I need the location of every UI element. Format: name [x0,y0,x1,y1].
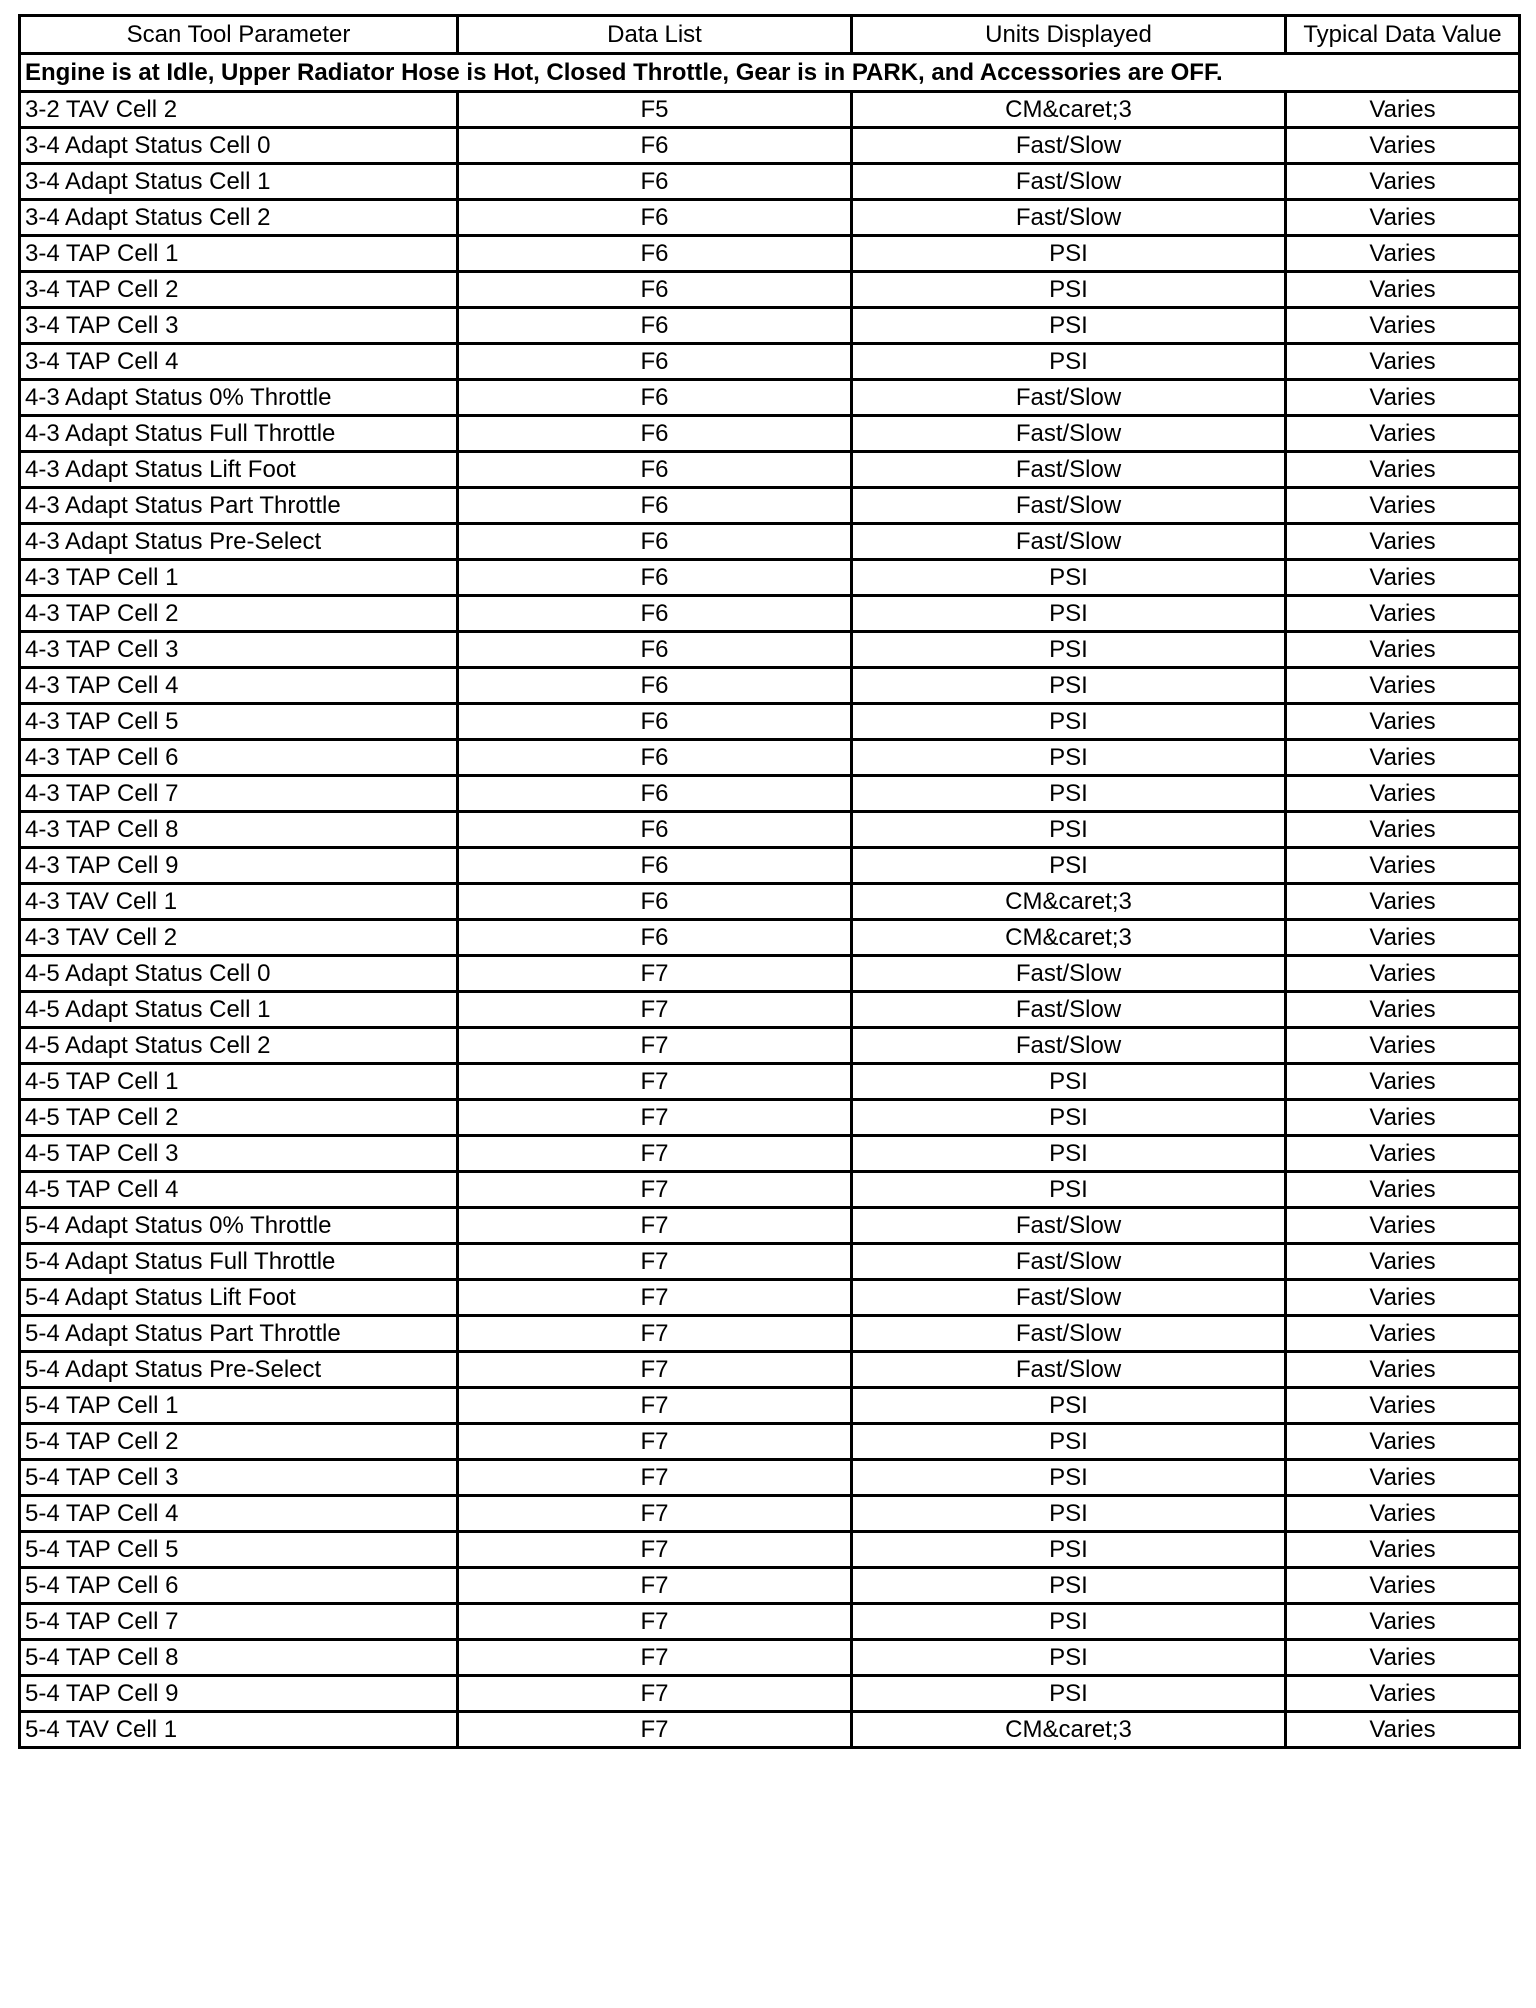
data-list-cell: F7 [458,956,852,992]
table-row [20,596,1520,632]
typical-value-cell: Varies [1286,488,1520,524]
table-row [20,1496,1520,1532]
data-list-cell: F6 [458,776,852,812]
units-cell: Fast/Slow [852,524,1286,560]
data-list-cell: F7 [458,1460,852,1496]
typical-value-cell: Varies [1286,1712,1520,1748]
data-list-cell: F6 [458,560,852,596]
table-row [20,1352,1520,1388]
data-list-cell: F7 [458,1100,852,1136]
table-row [20,848,1520,884]
typical-value-cell: Varies [1286,308,1520,344]
parameter-cell: 3-4 Adapt Status Cell 2 [20,200,458,236]
data-list-cell: F6 [458,740,852,776]
units-cell: Fast/Slow [852,488,1286,524]
typical-value-cell: Varies [1286,1460,1520,1496]
table-row [20,344,1520,380]
units-cell: Fast/Slow [852,1208,1286,1244]
units-cell: Fast/Slow [852,992,1286,1028]
data-list-cell: F6 [458,884,852,920]
header-row [20,16,1520,54]
data-list-cell: F7 [458,1064,852,1100]
units-cell: PSI [852,344,1286,380]
table-row [20,1208,1520,1244]
table-row [20,308,1520,344]
table-row [20,92,1520,128]
parameter-cell: 5-4 TAP Cell 9 [20,1676,458,1712]
data-list-cell: F6 [458,380,852,416]
table-row [20,1244,1520,1280]
parameter-cell: 3-4 Adapt Status Cell 0 [20,128,458,164]
parameter-cell: 5-4 TAP Cell 8 [20,1640,458,1676]
units-cell: PSI [852,1640,1286,1676]
table-row [20,272,1520,308]
typical-value-cell: Varies [1286,1100,1520,1136]
data-list-cell: F7 [458,1712,852,1748]
table-row [20,128,1520,164]
units-cell: CM&caret;3 [852,920,1286,956]
units-cell: PSI [852,308,1286,344]
data-list-cell: F7 [458,1388,852,1424]
table-row [20,992,1520,1028]
parameter-cell: 4-3 TAP Cell 1 [20,560,458,596]
parameter-cell: 5-4 TAP Cell 5 [20,1532,458,1568]
units-cell: PSI [852,236,1286,272]
data-list-cell: F6 [458,632,852,668]
typical-value-cell: Varies [1286,1280,1520,1316]
data-list-cell: F7 [458,1208,852,1244]
table-row [20,1604,1520,1640]
parameter-cell: 4-5 Adapt Status Cell 2 [20,1028,458,1064]
typical-value-cell: Varies [1286,668,1520,704]
typical-value-cell: Varies [1286,1136,1520,1172]
data-list-cell: F7 [458,1028,852,1064]
units-cell: PSI [852,1532,1286,1568]
data-list-cell: F7 [458,1568,852,1604]
table-row [20,776,1520,812]
parameter-cell: 3-4 TAP Cell 2 [20,272,458,308]
data-list-cell: F6 [458,308,852,344]
parameter-cell: 5-4 TAV Cell 1 [20,1712,458,1748]
parameter-cell: 3-4 TAP Cell 4 [20,344,458,380]
table-row [20,1640,1520,1676]
operating-condition: Engine is at Idle, Upper Radiator Hose is Hot, Closed Throttle, Gear is in PARK, and Accessories are OFF. [20,54,1520,92]
table-row [20,1136,1520,1172]
units-cell: PSI [852,776,1286,812]
data-list-cell: F6 [458,164,852,200]
parameter-cell: 4-3 TAP Cell 5 [20,704,458,740]
data-list-cell: F6 [458,848,852,884]
data-list-cell: F6 [458,668,852,704]
table-row [20,1568,1520,1604]
scan-tool-data-table [18,14,1521,1749]
parameter-cell: 4-5 TAP Cell 2 [20,1100,458,1136]
units-cell: CM&caret;3 [852,92,1286,128]
typical-value-cell: Varies [1286,236,1520,272]
units-cell: PSI [852,560,1286,596]
data-list-cell: F7 [458,1424,852,1460]
table-row [20,632,1520,668]
parameter-cell: 5-4 TAP Cell 3 [20,1460,458,1496]
table-row [20,1280,1520,1316]
units-cell: Fast/Slow [852,416,1286,452]
parameter-cell: 4-3 Adapt Status Full Throttle [20,416,458,452]
parameter-cell: 5-4 Adapt Status 0% Throttle [20,1208,458,1244]
units-cell: Fast/Slow [852,452,1286,488]
table-row [20,812,1520,848]
typical-value-cell: Varies [1286,1064,1520,1100]
typical-value-cell: Varies [1286,380,1520,416]
data-list-cell: F7 [458,1640,852,1676]
typical-value-cell: Varies [1286,632,1520,668]
data-list-cell: F7 [458,1496,852,1532]
typical-value-cell: Varies [1286,1388,1520,1424]
units-cell: PSI [852,668,1286,704]
data-list-cell: F6 [458,524,852,560]
parameter-cell: 3-4 TAP Cell 1 [20,236,458,272]
typical-value-cell: Varies [1286,1604,1520,1640]
units-cell: Fast/Slow [852,200,1286,236]
typical-value-cell: Varies [1286,164,1520,200]
units-cell: Fast/Slow [852,1028,1286,1064]
parameter-cell: 4-3 Adapt Status Pre-Select [20,524,458,560]
data-list-cell: F6 [458,236,852,272]
table-row [20,380,1520,416]
units-cell: Fast/Slow [852,1316,1286,1352]
parameter-cell: 4-5 TAP Cell 1 [20,1064,458,1100]
data-list-cell: F6 [458,272,852,308]
typical-value-cell: Varies [1286,1028,1520,1064]
data-list-cell: F6 [458,452,852,488]
header-units-displayed: Units Displayed [852,16,1286,54]
table-row [20,1064,1520,1100]
typical-value-cell: Varies [1286,560,1520,596]
units-cell: PSI [852,1064,1286,1100]
units-cell: CM&caret;3 [852,1712,1286,1748]
table-row [20,704,1520,740]
data-list-cell: F6 [458,488,852,524]
table-row [20,1532,1520,1568]
table-row [20,524,1520,560]
parameter-cell: 4-3 TAV Cell 2 [20,920,458,956]
parameter-cell: 5-4 Adapt Status Lift Foot [20,1280,458,1316]
units-cell: PSI [852,1604,1286,1640]
table-row [20,884,1520,920]
parameter-cell: 4-3 TAP Cell 6 [20,740,458,776]
typical-value-cell: Varies [1286,1316,1520,1352]
typical-value-cell: Varies [1286,1496,1520,1532]
units-cell: Fast/Slow [852,380,1286,416]
units-cell: Fast/Slow [852,1244,1286,1280]
table-row [20,1028,1520,1064]
parameter-cell: 5-4 TAP Cell 6 [20,1568,458,1604]
table-row [20,1316,1520,1352]
units-cell: PSI [852,704,1286,740]
typical-value-cell: Varies [1286,992,1520,1028]
table-row [20,452,1520,488]
typical-value-cell: Varies [1286,704,1520,740]
parameter-cell: 5-4 TAP Cell 7 [20,1604,458,1640]
data-list-cell: F7 [458,1532,852,1568]
data-list-cell: F7 [458,1280,852,1316]
parameter-cell: 4-5 TAP Cell 4 [20,1172,458,1208]
data-list-cell: F5 [458,92,852,128]
typical-value-cell: Varies [1286,884,1520,920]
table-row [20,1676,1520,1712]
typical-value-cell: Varies [1286,1532,1520,1568]
parameter-cell: 5-4 Adapt Status Part Throttle [20,1316,458,1352]
units-cell: Fast/Slow [852,956,1286,992]
condition-row [20,54,1520,92]
parameter-cell: 4-5 Adapt Status Cell 1 [20,992,458,1028]
typical-value-cell: Varies [1286,1244,1520,1280]
units-cell: PSI [852,848,1286,884]
data-list-cell: F6 [458,416,852,452]
parameter-cell: 4-5 TAP Cell 3 [20,1136,458,1172]
table-row [20,920,1520,956]
parameter-cell: 5-4 Adapt Status Pre-Select [20,1352,458,1388]
typical-value-cell: Varies [1286,956,1520,992]
units-cell: PSI [852,272,1286,308]
parameter-cell: 5-4 TAP Cell 1 [20,1388,458,1424]
typical-value-cell: Varies [1286,740,1520,776]
units-cell: PSI [852,1100,1286,1136]
parameter-cell: 4-3 TAP Cell 8 [20,812,458,848]
units-cell: PSI [852,1496,1286,1532]
parameter-cell: 3-2 TAV Cell 2 [20,92,458,128]
table-row [20,236,1520,272]
typical-value-cell: Varies [1286,1568,1520,1604]
parameter-cell: 3-4 Adapt Status Cell 1 [20,164,458,200]
parameter-cell: 4-3 Adapt Status 0% Throttle [20,380,458,416]
units-cell: Fast/Slow [852,164,1286,200]
typical-value-cell: Varies [1286,200,1520,236]
typical-value-cell: Varies [1286,848,1520,884]
table-row [20,560,1520,596]
header-typical-data-value: Typical Data Value [1286,16,1520,54]
table-row [20,740,1520,776]
units-cell: PSI [852,632,1286,668]
parameter-cell: 3-4 TAP Cell 3 [20,308,458,344]
data-list-cell: F7 [458,1136,852,1172]
parameter-cell: 5-4 Adapt Status Full Throttle [20,1244,458,1280]
typical-value-cell: Varies [1286,1208,1520,1244]
data-list-cell: F7 [458,1604,852,1640]
units-cell: PSI [852,1424,1286,1460]
parameter-cell: 4-3 TAP Cell 4 [20,668,458,704]
data-list-cell: F6 [458,128,852,164]
data-list-cell: F6 [458,704,852,740]
data-list-cell: F7 [458,1316,852,1352]
parameter-cell: 4-3 Adapt Status Part Throttle [20,488,458,524]
data-list-cell: F6 [458,812,852,848]
units-cell: PSI [852,1388,1286,1424]
header-scan-tool-parameter: Scan Tool Parameter [20,16,458,54]
typical-value-cell: Varies [1286,596,1520,632]
units-cell: PSI [852,1460,1286,1496]
header-data-list: Data List [458,16,852,54]
units-cell: Fast/Slow [852,1280,1286,1316]
table-row [20,1712,1520,1748]
data-list-cell: F7 [458,1352,852,1388]
units-cell: PSI [852,1676,1286,1712]
table-row [20,1100,1520,1136]
units-cell: PSI [852,596,1286,632]
parameter-cell: 4-3 TAP Cell 3 [20,632,458,668]
table-row [20,1424,1520,1460]
table-row [20,164,1520,200]
parameter-cell: 4-3 TAP Cell 7 [20,776,458,812]
typical-value-cell: Varies [1286,272,1520,308]
typical-value-cell: Varies [1286,1424,1520,1460]
units-cell: PSI [852,1136,1286,1172]
parameter-cell: 4-3 TAP Cell 9 [20,848,458,884]
typical-value-cell: Varies [1286,1352,1520,1388]
typical-value-cell: Varies [1286,1172,1520,1208]
typical-value-cell: Varies [1286,812,1520,848]
typical-value-cell: Varies [1286,920,1520,956]
data-list-cell: F6 [458,596,852,632]
data-list-cell: F7 [458,1244,852,1280]
units-cell: PSI [852,1568,1286,1604]
table-row [20,668,1520,704]
parameter-cell: 5-4 TAP Cell 4 [20,1496,458,1532]
typical-value-cell: Varies [1286,128,1520,164]
table-row [20,1172,1520,1208]
parameter-cell: 4-3 Adapt Status Lift Foot [20,452,458,488]
typical-value-cell: Varies [1286,452,1520,488]
table-row [20,416,1520,452]
data-list-cell: F6 [458,344,852,380]
typical-value-cell: Varies [1286,1676,1520,1712]
typical-value-cell: Varies [1286,524,1520,560]
data-list-cell: F7 [458,1172,852,1208]
units-cell: PSI [852,812,1286,848]
table-row [20,200,1520,236]
typical-value-cell: Varies [1286,416,1520,452]
data-list-cell: F7 [458,992,852,1028]
table-row [20,488,1520,524]
data-list-cell: F7 [458,1676,852,1712]
units-cell: PSI [852,1172,1286,1208]
data-list-cell: F6 [458,200,852,236]
typical-value-cell: Varies [1286,1640,1520,1676]
units-cell: Fast/Slow [852,1352,1286,1388]
units-cell: Fast/Slow [852,128,1286,164]
parameter-cell: 4-5 Adapt Status Cell 0 [20,956,458,992]
units-cell: PSI [852,740,1286,776]
typical-value-cell: Varies [1286,92,1520,128]
data-list-cell: F6 [458,920,852,956]
parameter-cell: 4-3 TAP Cell 2 [20,596,458,632]
parameter-cell: 5-4 TAP Cell 2 [20,1424,458,1460]
units-cell: CM&caret;3 [852,884,1286,920]
typical-value-cell: Varies [1286,344,1520,380]
typical-value-cell: Varies [1286,776,1520,812]
table-row [20,1388,1520,1424]
parameter-cell: 4-3 TAV Cell 1 [20,884,458,920]
table-row [20,1460,1520,1496]
table-row [20,956,1520,992]
